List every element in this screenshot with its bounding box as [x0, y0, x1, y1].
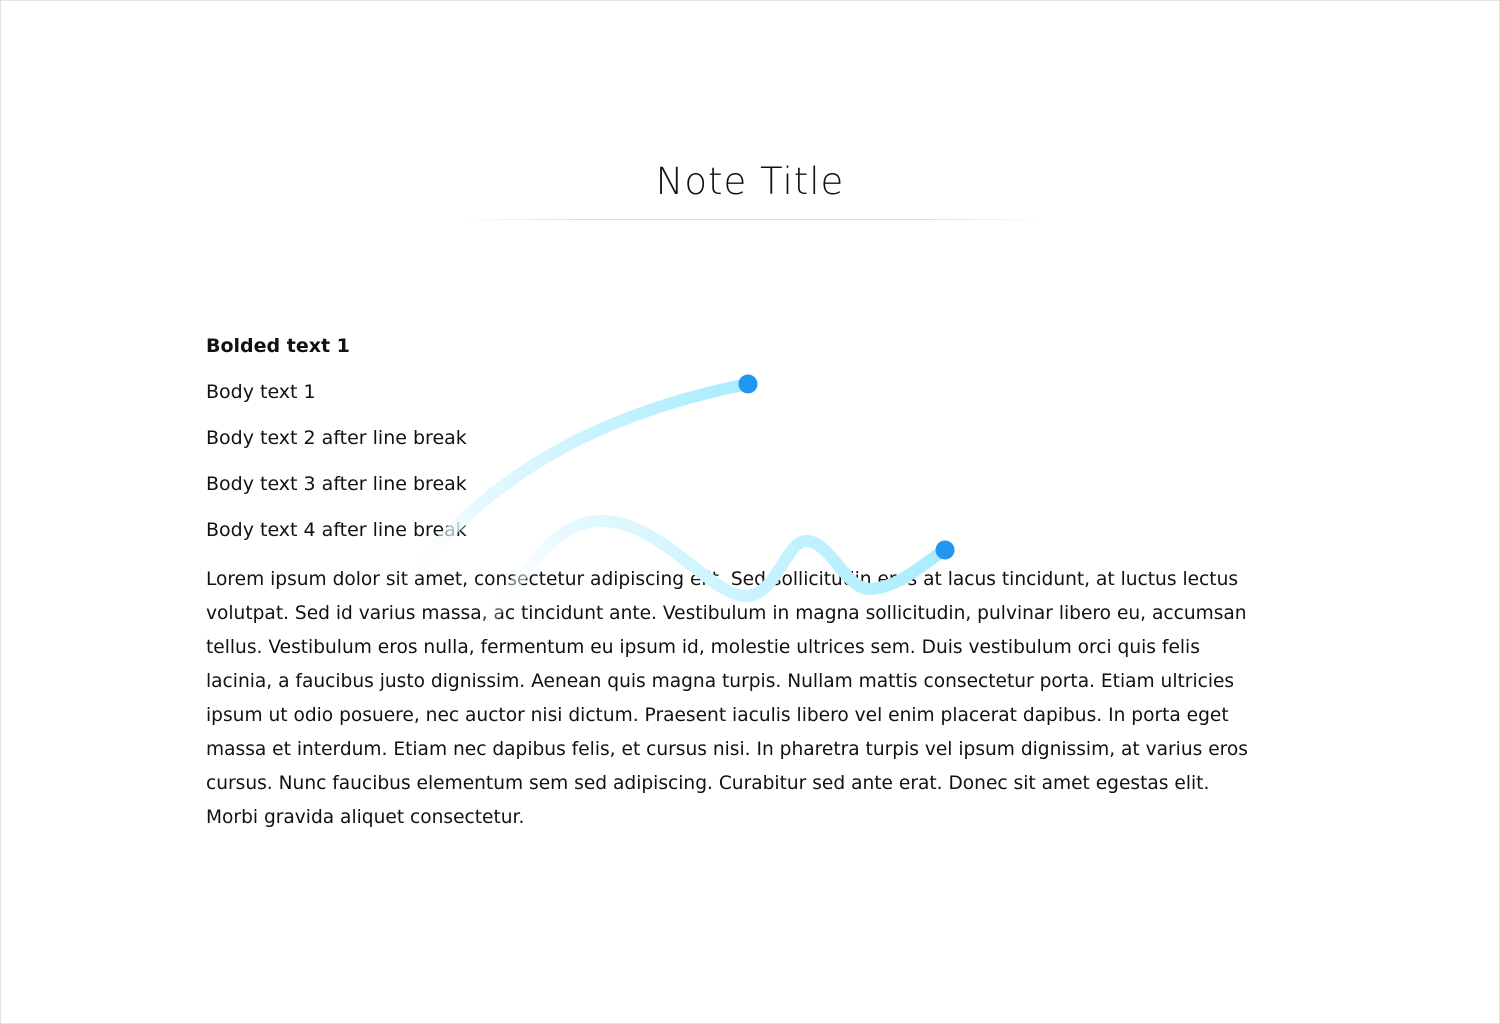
body-text-line-3[interactable]: Body text 3 after line break — [206, 473, 467, 495]
title-divider — [461, 219, 1043, 220]
bolded-text-line[interactable]: Bolded text 1 — [206, 335, 350, 357]
note-body[interactable] — [206, 331, 1256, 835]
body-text-line-1[interactable]: Body text 1 — [206, 381, 316, 403]
note-title[interactable]: Note Title — [655, 160, 845, 203]
body-text-line-4[interactable]: Body text 4 after line break — [206, 519, 467, 541]
body-text-line-2[interactable]: Body text 2 after line break — [206, 427, 467, 449]
lorem-paragraph[interactable]: Lorem ipsum dolor sit amet, consectetur adipiscing elit. Sed sollicitudin eros at lacus tincidunt, at luctus lectus volutpat. Sed id varius massa, ac tincidunt ante. Vestibulum in magna sollicitudin, pulvinar libero eu, accumsan tellus. Vestibulum eros nulla, fermentum eu ipsum id, molestie ultrices sem. Duis vestibulum orci quis felis lacinia, a faucibus justo dignissim. Aenean quis magna turpis. Nullam mattis consectetur porta. Etiam ultricies ipsum ut odio posuere, nec auctor nisi dictum. Praesent iaculis libero vel enim placerat dapibus. In porta eget massa et interdum. Etiam nec dapibus felis, et cursus nisi. In pharetra turpis vel ipsum dignissim, at varius eros cursus. Nunc faucibus elementum sem sed adipiscing. Curabitur sed ante erat. Donec sit amet egestas elit. Morbi gravida aliquet consectetur. — [206, 569, 1248, 828]
